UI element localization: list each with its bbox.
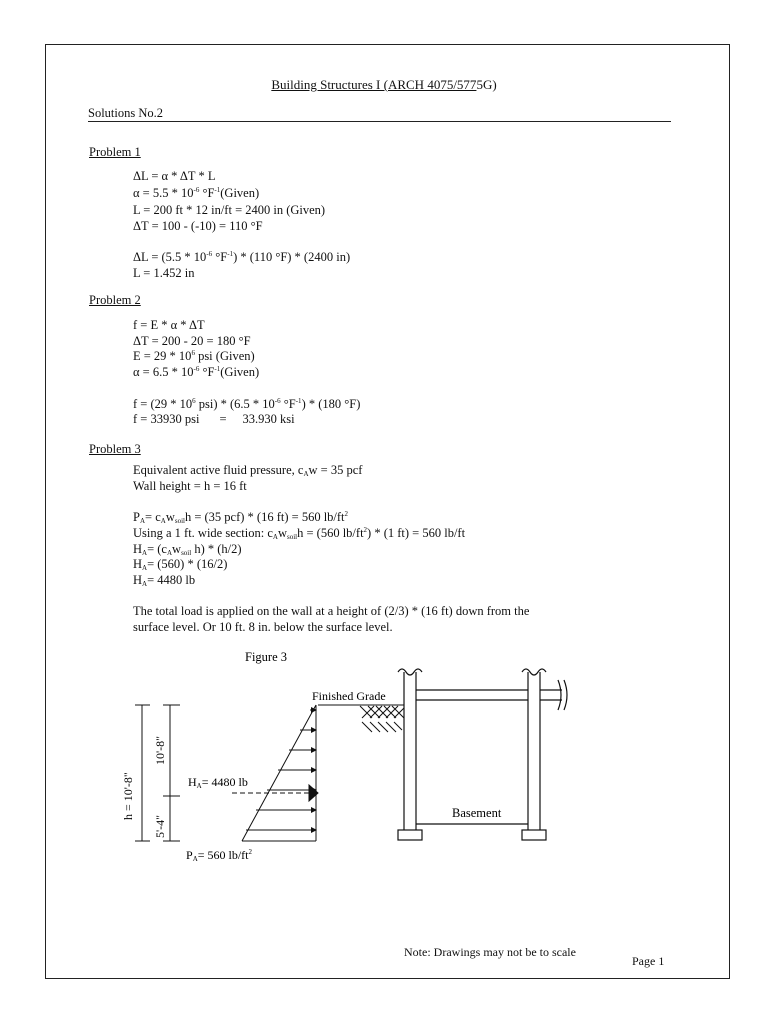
p3-line-2: Wall height = h = 16 ft xyxy=(133,479,247,493)
pressure-diagram xyxy=(232,705,318,841)
pa-label: PA= 560 $lb/ft^2$ xyxy=(186,848,253,863)
p1-line-2: $\alpha = 5.5 * 10^{-6}$ $^\circ F^{-1}(Given)$ xyxy=(133,186,260,200)
dimension-total-height xyxy=(135,705,150,841)
figure-caption: Figure 3 xyxy=(245,650,288,664)
ha-label: HA= 4480 lb xyxy=(188,775,248,790)
dimension-upper-label: 10'-8" xyxy=(153,735,167,765)
p1-line-1: ΔL = α * ΔT * L xyxy=(133,169,216,183)
p2-line-3: $E = 29 * 10^6$ psi (Given) xyxy=(133,349,255,363)
p3-line-7: $H_A= 4480$ lb xyxy=(133,573,196,588)
p2-line-5: $f = (29 * 10^6$ $psi) * (6.5 * 10^{-6}$ $^\circ F^{-1}) * (180$ °F) xyxy=(133,397,361,411)
p3-line-1: Equivalent active fluid pressure, $c_Aw = 35$ pcf xyxy=(133,463,363,478)
p1-line-4: ΔT = 100 - (-10) = 110 °F xyxy=(133,219,263,233)
scale-note: Note: Drawings may not be to scale xyxy=(404,945,576,959)
p2-line-4: $\alpha = 6.5 * 10^{-6}$ $^\circ F^{-1}(Given)$ xyxy=(133,365,260,379)
problem-2-heading: Problem 2 xyxy=(89,293,141,307)
p2-line-1: f = E * α * ΔT xyxy=(133,318,205,332)
p1-line-5: $\Delta L = (5.5 * 10^{-6}$ $^\circ F^{-1}) * (110$ °F) * (2400 in) xyxy=(133,250,351,264)
p2-line-6: f = 33930 psi = 33.930 ksi xyxy=(133,412,295,426)
problem-1-heading: Problem 1 xyxy=(89,145,141,159)
p1-line-6: L = 1.452 in xyxy=(133,266,195,280)
p3-line-4: Using a 1 ft. wide section: $c_Aw_{soil}h = (560$ $lb/ft^2) * (1$ ft) = 560 lb/ft xyxy=(133,526,466,541)
page-number: Page 1 xyxy=(632,954,665,968)
p3-line-6: $H_A= (560) * (16/2)$ xyxy=(133,557,228,572)
p3-line-8: The total load is applied on the wall at a height of (2/3) * (16 ft) down from the xyxy=(133,604,530,618)
problem-3-heading: Problem 3 xyxy=(89,442,141,456)
document-title: Building Structures I (ARCH 4075/5775G) xyxy=(271,77,497,92)
finished-grade-label: Finished Grade xyxy=(312,689,386,703)
dimension-lower-label: 5'-4" xyxy=(153,814,167,838)
soil-hatch xyxy=(318,705,404,732)
p2-line-2: ΔT = 200 - 20 = 180 °F xyxy=(133,334,251,348)
p3-line-9: surface level. Or 10 ft. 8 in. below the surface level. xyxy=(133,620,393,634)
p3-line-3: $P_A= c_Aw_{soil}h = (35$ pcf) * (16 ft) = 560 $lb/ft^2$ xyxy=(133,510,349,525)
p3-line-5: $H_A= (c_Aw_{soil}$ h) * (h/2) xyxy=(133,542,242,557)
basement-label: Basement xyxy=(452,806,502,820)
p1-line-3: L = 200 ft * 12 in/ft = 2400 in (Given) xyxy=(133,203,326,217)
solutions-subtitle: Solutions No.2 xyxy=(88,106,164,120)
dimension-total-label: h = 10'-8" xyxy=(121,772,135,820)
